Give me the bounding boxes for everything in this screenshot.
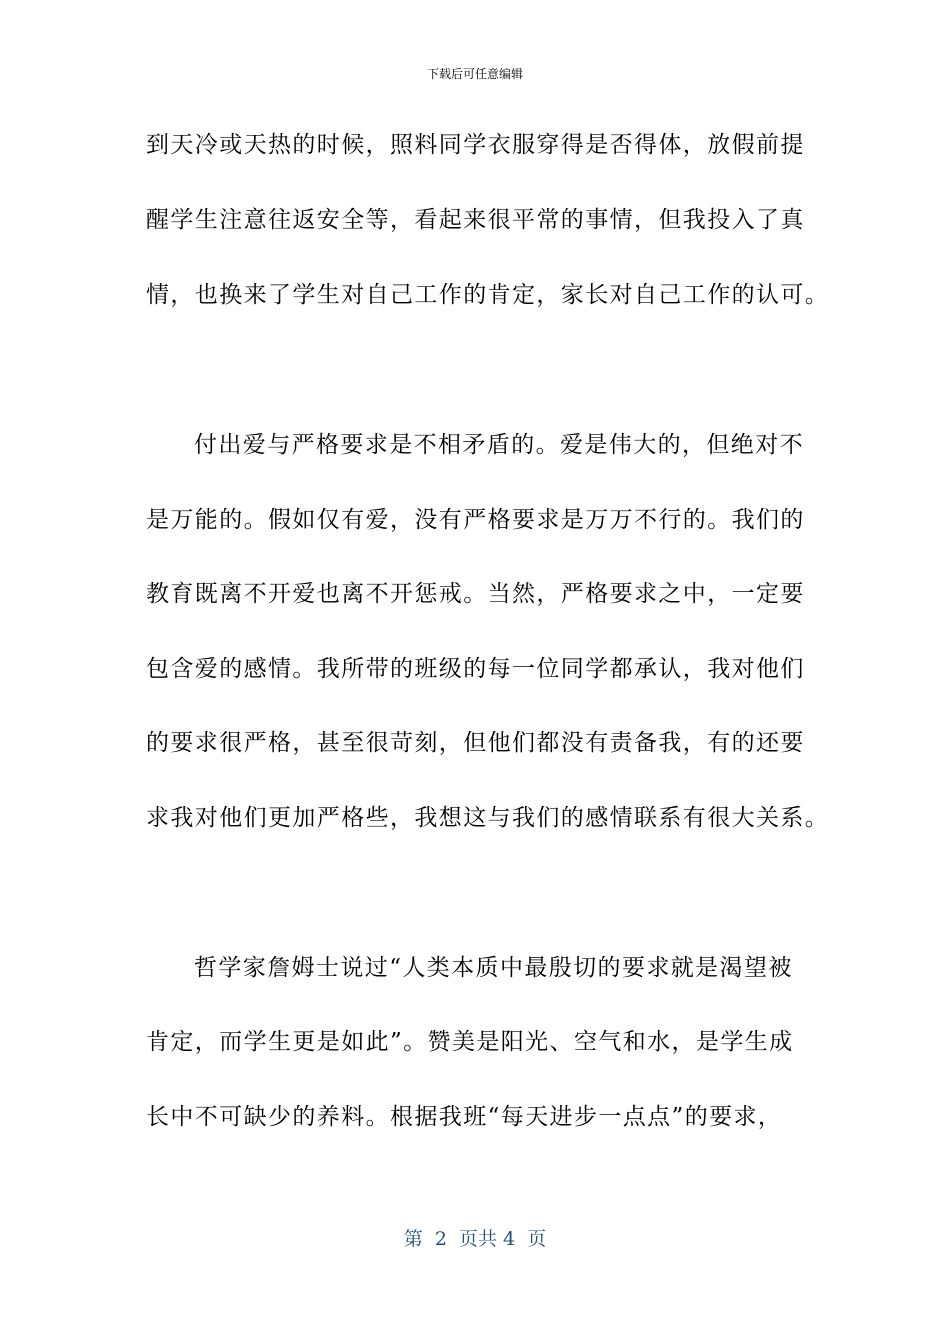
page-header: 下载后可任意编辑 — [426, 67, 523, 81]
paragraph-3-line-1: 哲学家詹姆士说过“人类本质中最殷切的要求就是渴望被 — [194, 955, 793, 981]
paragraph-2-line-3: 教育既离不开爱也离不开惩戒。当然，严格要求之中，一定要 — [146, 581, 805, 607]
paragraph-2-line-1: 付出爱与严格要求是不相矛盾的。爱是伟大的，但绝对不 — [194, 432, 804, 458]
paragraph-1-line-1: 到天冷或天热的时候，照料同学衣服穿得是否得体，放假前提 — [146, 132, 805, 158]
paragraph-3-line-2: 肯定，而学生更是如此”。赞美是阳光、空气和水，是学生成 — [146, 1029, 794, 1055]
page-number-footer: 第 2 页共 4 页 — [403, 1228, 547, 1250]
paragraph-1-line-3: 情，也换来了学生对自己工作的肯定，家长对自己工作的认可。 — [146, 282, 830, 308]
paragraph-2-line-4: 包含爱的感情。我所带的班级的每一位同学都承认，我对他们 — [146, 656, 805, 682]
paragraph-1-line-2: 醒学生注意往返安全等，看起来很平常的事情，但我投入了真 — [146, 207, 805, 233]
paragraph-2-line-5: 的要求很严格，甚至很苛刻，但他们都没有责备我，有的还要 — [146, 730, 805, 756]
paragraph-3-line-3: 长中不可缺少的养料。根据我班“每天进步一点点”的要求， — [146, 1104, 783, 1130]
paragraph-2-line-2: 是万能的。假如仅有爱，没有严格要求是万万不行的。我们的 — [146, 507, 805, 533]
paragraph-2-line-6: 求我对他们更加严格些，我想这与我们的感情联系有很大关系。 — [146, 805, 830, 831]
